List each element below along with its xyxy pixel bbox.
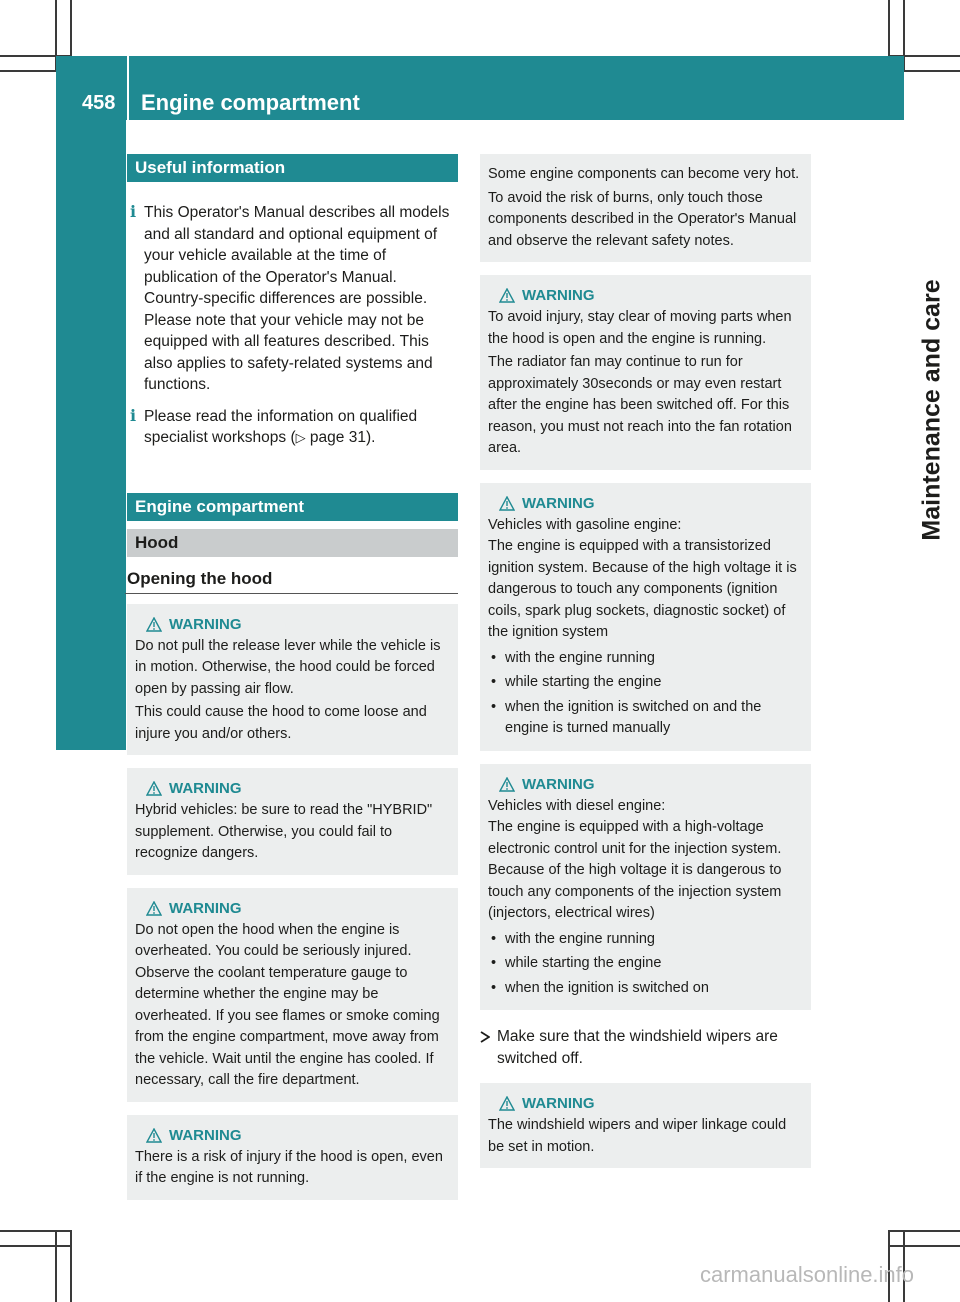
crop-mark — [888, 1230, 960, 1232]
warning-title — [135, 614, 450, 636]
warning-triangle-icon — [499, 288, 515, 303]
engine-compartment-heading: Engine compartment — [127, 493, 458, 521]
crop-mark — [0, 1245, 72, 1247]
list-item — [488, 978, 803, 1000]
warning-label: WARNING — [522, 287, 595, 304]
hood-heading: Hood — [127, 529, 458, 557]
warning-label: WARNING — [169, 780, 242, 797]
right-column — [480, 154, 811, 1168]
left-column — [127, 154, 458, 1200]
page-header — [56, 56, 904, 120]
warning-box — [480, 275, 811, 470]
warning-box — [127, 768, 458, 875]
list-item-text: when the ignition is switched on and the engine is turned manually — [505, 698, 762, 736]
opening-hood-heading: Opening the hood — [125, 569, 458, 594]
info-note — [127, 202, 458, 396]
warning-triangle-icon — [499, 496, 515, 511]
warning-title — [488, 493, 803, 515]
warning-title — [488, 1093, 803, 1115]
warning-title — [135, 778, 450, 800]
list-item-text: while starting the engine — [505, 955, 662, 971]
watermark: carmanualsonline.info — [700, 1262, 915, 1287]
bullet-icon: • — [491, 698, 497, 715]
warning-text: The engine is equipped with a high-voltage electronic control unit for the injection system. Because of the high voltage it is dangerous to touch any components of the injection system (injectors, electrical wires) — [488, 819, 782, 921]
chapter-tab — [56, 120, 126, 750]
step-arrow-icon — [480, 1031, 490, 1043]
note-text: To avoid the risk of burns, only touch those components described in the Operator's Manual and observe the relevant safety notes. — [488, 189, 797, 249]
warning-text: The radiator fan may continue to run for approximately 30seconds or may even restart after the engine has been switched off. For this reason, you must not reach into the fan rotation area. — [488, 354, 792, 456]
warning-title — [488, 774, 803, 796]
warning-label: WARNING — [522, 775, 595, 793]
warning-triangle-icon — [146, 781, 162, 796]
page-title: Engine compartment — [141, 90, 360, 115]
warning-label: WARNING — [522, 1095, 595, 1112]
note-text: Some engine components can become very hot. — [488, 166, 800, 182]
warning-label: WARNING — [522, 494, 595, 512]
instruction-step — [480, 1026, 811, 1069]
warning-box — [480, 764, 811, 1011]
warning-box — [127, 888, 458, 1102]
warning-title — [135, 898, 450, 920]
warning-box — [480, 1083, 811, 1168]
warning-text: Vehicles with diesel engine: — [488, 797, 666, 814]
info-text: Please read the information on qualified specialist workshops ( — [144, 407, 418, 446]
warning-text: Hybrid vehicles: be sure to read the "HYBRID" supplement. Otherwise, you could fail to recognize dangers. — [135, 802, 433, 861]
chapter-title-text: Maintenance and care — [917, 279, 946, 541]
warning-triangle-icon — [146, 901, 162, 916]
list-item — [488, 953, 803, 975]
chapter-title — [904, 120, 960, 700]
warning-triangle-icon — [499, 1096, 515, 1111]
warning-title — [488, 285, 803, 307]
list-item-text: with the engine running — [505, 930, 655, 947]
crop-mark — [888, 1245, 960, 1247]
bullet-list — [488, 648, 803, 740]
warning-triangle-icon — [146, 1128, 162, 1143]
info-icon: i — [129, 202, 137, 221]
warning-text: Do not pull the release lever while the vehicle is in motion. Otherwise, the hood could be forced open by passing air flow. — [135, 637, 441, 697]
warning-label: WARNING — [169, 615, 242, 633]
list-item — [488, 697, 803, 740]
list-item — [488, 672, 803, 694]
warning-text: This could cause the hood to come loose and injure you and/or others. — [135, 704, 427, 742]
bullet-icon: • — [491, 649, 497, 666]
info-note — [127, 406, 458, 449]
page-reference-link[interactable]: page 31). — [309, 429, 376, 446]
note-box — [480, 154, 811, 262]
list-item — [488, 929, 803, 951]
bullet-list — [488, 929, 803, 1000]
warning-text: Vehicles with gasoline engine: — [488, 516, 682, 533]
warning-label: WARNING — [169, 899, 242, 917]
useful-info-heading: Useful information — [127, 154, 458, 182]
bullet-icon: • — [491, 955, 497, 971]
bullet-icon: • — [491, 674, 497, 690]
header-divider — [127, 56, 129, 120]
warning-title — [135, 1125, 450, 1147]
crop-mark — [0, 1230, 72, 1232]
list-item-text: while starting the engine — [505, 674, 662, 690]
warning-box — [127, 1115, 458, 1200]
page-ref-arrow-icon: ▷ — [295, 430, 306, 445]
warning-text: Do not open the hood when the engine is overheated. You could be seriously injured. Observe the coolant temperature gauge to determine whether the engine may be overheated. If you see flames or smoke coming from the engine compartment, move away from the vehicle. Wait until the engine has cooled. If necessary, call the fire department. — [135, 921, 440, 1088]
warning-triangle-icon — [499, 777, 515, 792]
warning-text: The windshield wipers and wiper linkage could be set in motion. — [488, 1117, 787, 1155]
list-item — [488, 648, 803, 670]
page-number: 458 — [82, 92, 116, 114]
info-icon: i — [129, 405, 137, 425]
crop-mark — [70, 1230, 72, 1302]
warning-label: WARNING — [169, 1126, 242, 1144]
warning-text: The engine is equipped with a transistorized ignition system. Because of the high voltage it is dangerous to touch any components (ignition coils, spark plug sockets, diagnostic socket) of the ignition system — [488, 538, 797, 640]
instruction-text: Make sure that the windshield wipers are switched off. — [497, 1028, 778, 1067]
list-item-text: when the ignition is switched on — [505, 979, 709, 996]
list-item-text: with the engine running — [505, 649, 655, 666]
warning-text: To avoid injury, stay clear of moving parts when the hood is open and the engine is running. — [488, 309, 792, 347]
warning-text: There is a risk of injury if the hood is open, even if the engine is not running. — [135, 1148, 443, 1186]
crop-mark — [55, 1230, 57, 1302]
bullet-icon: • — [491, 979, 497, 996]
info-text: This Operator's Manual describes all models and all standard and optional equipment of your vehicle available at the time of publication of the Operator's Manual. Country-specific differences are possible. Please note that your vehicle may not be equipped with all features described. This also applies to safety-related systems and functions. — [144, 204, 450, 393]
warning-triangle-icon — [146, 617, 162, 632]
warning-box — [480, 483, 811, 751]
bullet-icon: • — [491, 930, 497, 947]
warning-box — [127, 604, 458, 756]
